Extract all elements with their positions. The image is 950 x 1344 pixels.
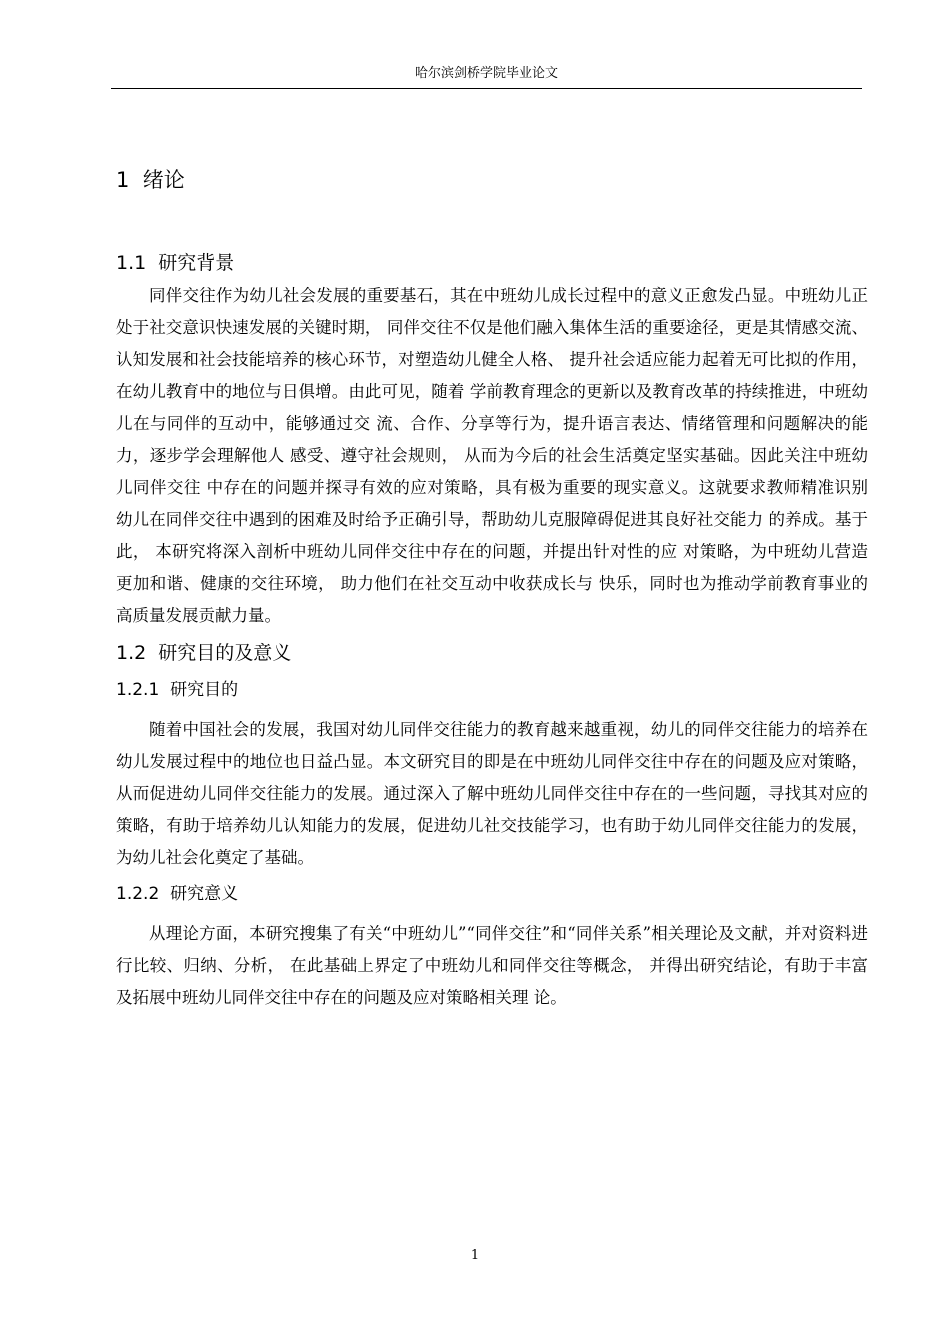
section-1-1-title: 1.1 研究背景 (116, 252, 235, 274)
page-number: 1 (470, 1248, 480, 1263)
chapter-title: 1 绪论 (116, 168, 185, 192)
page-header: 哈尔滨剑桥学院毕业论文 (111, 60, 862, 89)
section-1-2-1-title: 1.2.1 研究目的 (116, 680, 239, 700)
page-content (116, 160, 868, 1014)
section-1-2-1-paragraph: 随着中国社会的发展，我国对幼儿同伴交往能力的教育越来越重视，幼儿的同伴交往能力的培养在幼儿发展过程中的地位也日益凸显。本文研究目的即是在中班幼儿同伴交往中存在的问题及应对策略，从而促进幼儿同伴交往能力的发展。通过深入了解中班幼儿同伴交往中存在的一些问题，寻找其对应的策略，有助于培养幼儿认知能力的发展，促进幼儿社交技能学习，也有助于幼儿同伴交往能力的发展，为幼儿社会化奠定了基础。 (116, 720, 868, 867)
section-1-2-2-paragraph: 从理论方面，本研究搜集了有关“中班幼儿”“同伴交往”和“同伴关系”相关理论及文献，并对资料进行比较、归纳、分析， 在此基础上界定了中班幼儿和同伴交往等概念， 并得出研究结论，有助于丰富及拓展中班幼儿同伴交往中存在的问题及应对策略相关理 论。 (116, 924, 868, 1007)
section-1-2-title: 1.2 研究目的及意义 (116, 642, 292, 664)
section-1-1-paragraph: 同伴交往作为幼儿社会发展的重要基石，其在中班幼儿成长过程中的意义正愈发凸显。中班幼儿正处于社交意识快速发展的关键时期， 同伴交往不仅是他们融入集体生活的重要途径，更是其情感交流、认知发展和社会技能培养的核心环节，对塑造幼儿健全人格、 提升社会适应能力起着无可比拟的作用，在幼儿教育中的地位与日俱增。由此可见，随着 学前教育理念的更新以及教育改革的持续推进，中班幼儿在与同伴的互动中，能够通过交 流、合作、分享等行为，提升语言表达、情绪管理和问题解决的能力，逐步学会理解他人 感受、遵守社会规则， 从而为今后的社会生活奠定坚实基础。因此关注中班幼儿同伴交往 中存在的问题并探寻有效的应对策略，具有极为重要的现实意义。这就要求教师精准识别 幼儿在同伴交往中遇到的困难及时给予正确引导，帮助幼儿克服障碍促进其良好社交能力 的养成。基于此， 本研究将深入剖析中班幼儿同伴交往中存在的问题，并提出针对性的应 对策略，为中班幼儿营造更加和谐、健康的交往环境， 助力他们在社交互动中收获成长与 快乐，同时也为推动学前教育事业的高质量发展贡献力量。 (116, 286, 868, 625)
section-1-2-2-title: 1.2.2 研究意义 (116, 884, 239, 904)
